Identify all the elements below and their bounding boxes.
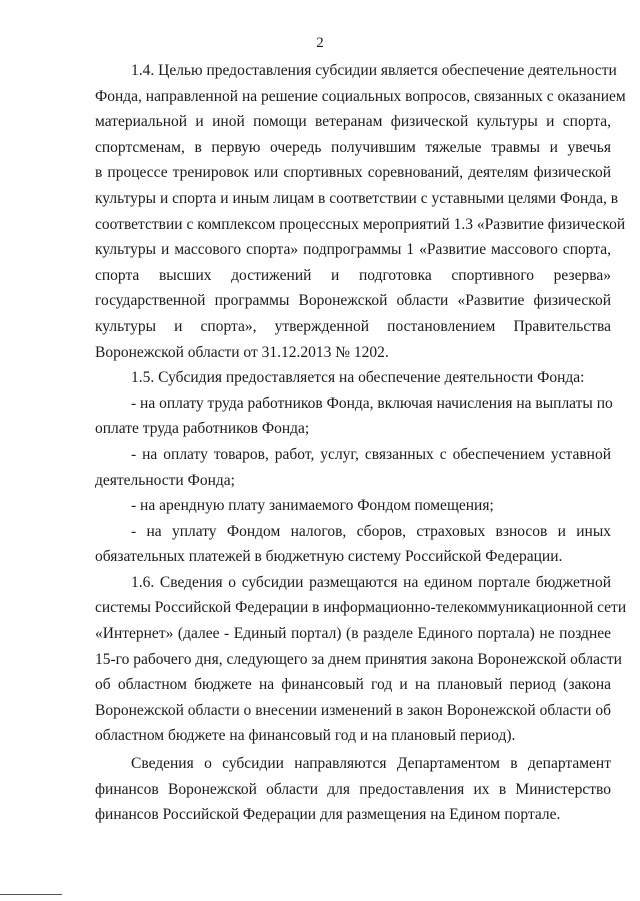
text-line: Фонда, направленной на решение социальных вопросов, связанных с оказанием [95, 87, 626, 105]
text-line: - на арендную плату занимаемого Фондом помещения; [131, 497, 494, 515]
text-line: деятельности Фонда; [95, 471, 235, 489]
text-line: Сведения о субсидии направляются Департаментом в департамент [131, 755, 611, 773]
text-line: культуры и спорта», утвержденной постановлением Правительства [95, 317, 611, 335]
text-line: 15-го рабочего дня, следующего за днем принятия закона Воронежской области [95, 650, 622, 668]
text-line: оплате труда работников Фонда; [95, 420, 310, 438]
text-line: культуры и спорта и иным лицам в соответствии с уставными целями Фонда, в [95, 189, 619, 207]
list-item-taxes [95, 519, 611, 570]
document-body [95, 58, 627, 828]
text-line: 1.4. Целью предоставления субсидии является обеспечение деятельности [131, 62, 617, 79]
text-line: соответствии с комплексом процессных мероприятий 1.3 «Развитие физической [95, 215, 626, 233]
text-line: финансов Российской Федерации для размещения на Едином портале. [95, 806, 561, 824]
text-line: культуры и массового спорта» подпрограммы 1 «Развитие массового спорта, [95, 241, 611, 259]
text-line: финансов Воронежской области для предоставления их в Министерство [95, 780, 611, 798]
text-line: материальной и иной помощи ветеранам физической культуры и спорта, [95, 113, 611, 131]
page-number: 2 [316, 35, 324, 51]
text-line: государственной программы Воронежской области «Развитие физической [95, 292, 611, 310]
text-line: 1.6. Сведения о субсидии размещаются на едином портале бюджетной [131, 573, 611, 591]
text-line: спорта высших достижений и подготовка спортивного резерва» [95, 266, 611, 284]
text-line: «Интернет» (далее - Единый портал) (в разделе Единого портала) не позднее [95, 625, 611, 643]
text-line: областном бюджете на финансовый год и на плановый период). [95, 727, 516, 745]
text-line: обязательных платежей в бюджетную систему Российской Федерации. [95, 548, 563, 566]
text-line: об областном бюджете на финансовый год и на плановый период (закона [95, 676, 611, 694]
text-line: системы Российской Федерации в информационно-телекоммуникационной сети [95, 599, 627, 617]
text-line: - на уплату Фондом налогов, сборов, страховых взносов и иных [131, 522, 611, 540]
paragraph-1-4 [95, 58, 626, 365]
list-item-goods-services [95, 442, 611, 493]
text-line: Воронежской области от 31.12.2013 № 1202. [95, 343, 389, 361]
text-line: в процессе тренировок или спортивных соревнований, деятелям физической [95, 164, 611, 182]
paragraph-1-6 [95, 570, 627, 749]
text-line: - на оплату товаров, работ, услуг, связанных с обеспечением уставной [131, 445, 611, 463]
text-line: спортсменам, в первую очередь получившим тяжелые травмы и увечья [95, 138, 611, 156]
text-line: Воронежской области о внесении изменений в закон Воронежской области об [95, 701, 611, 719]
footnote-divider [0, 894, 62, 895]
text-line: - на оплату труда работников Фонда, включая начисления на выплаты по [131, 394, 613, 412]
text-line: 1.5. Субсидия предоставляется на обеспечение деятельности Фонда: [131, 369, 585, 387]
list-item-rent [95, 493, 611, 519]
list-item-wages [95, 391, 611, 442]
paragraph-1-5 [95, 365, 611, 391]
paragraph-info-transfer [95, 751, 611, 828]
